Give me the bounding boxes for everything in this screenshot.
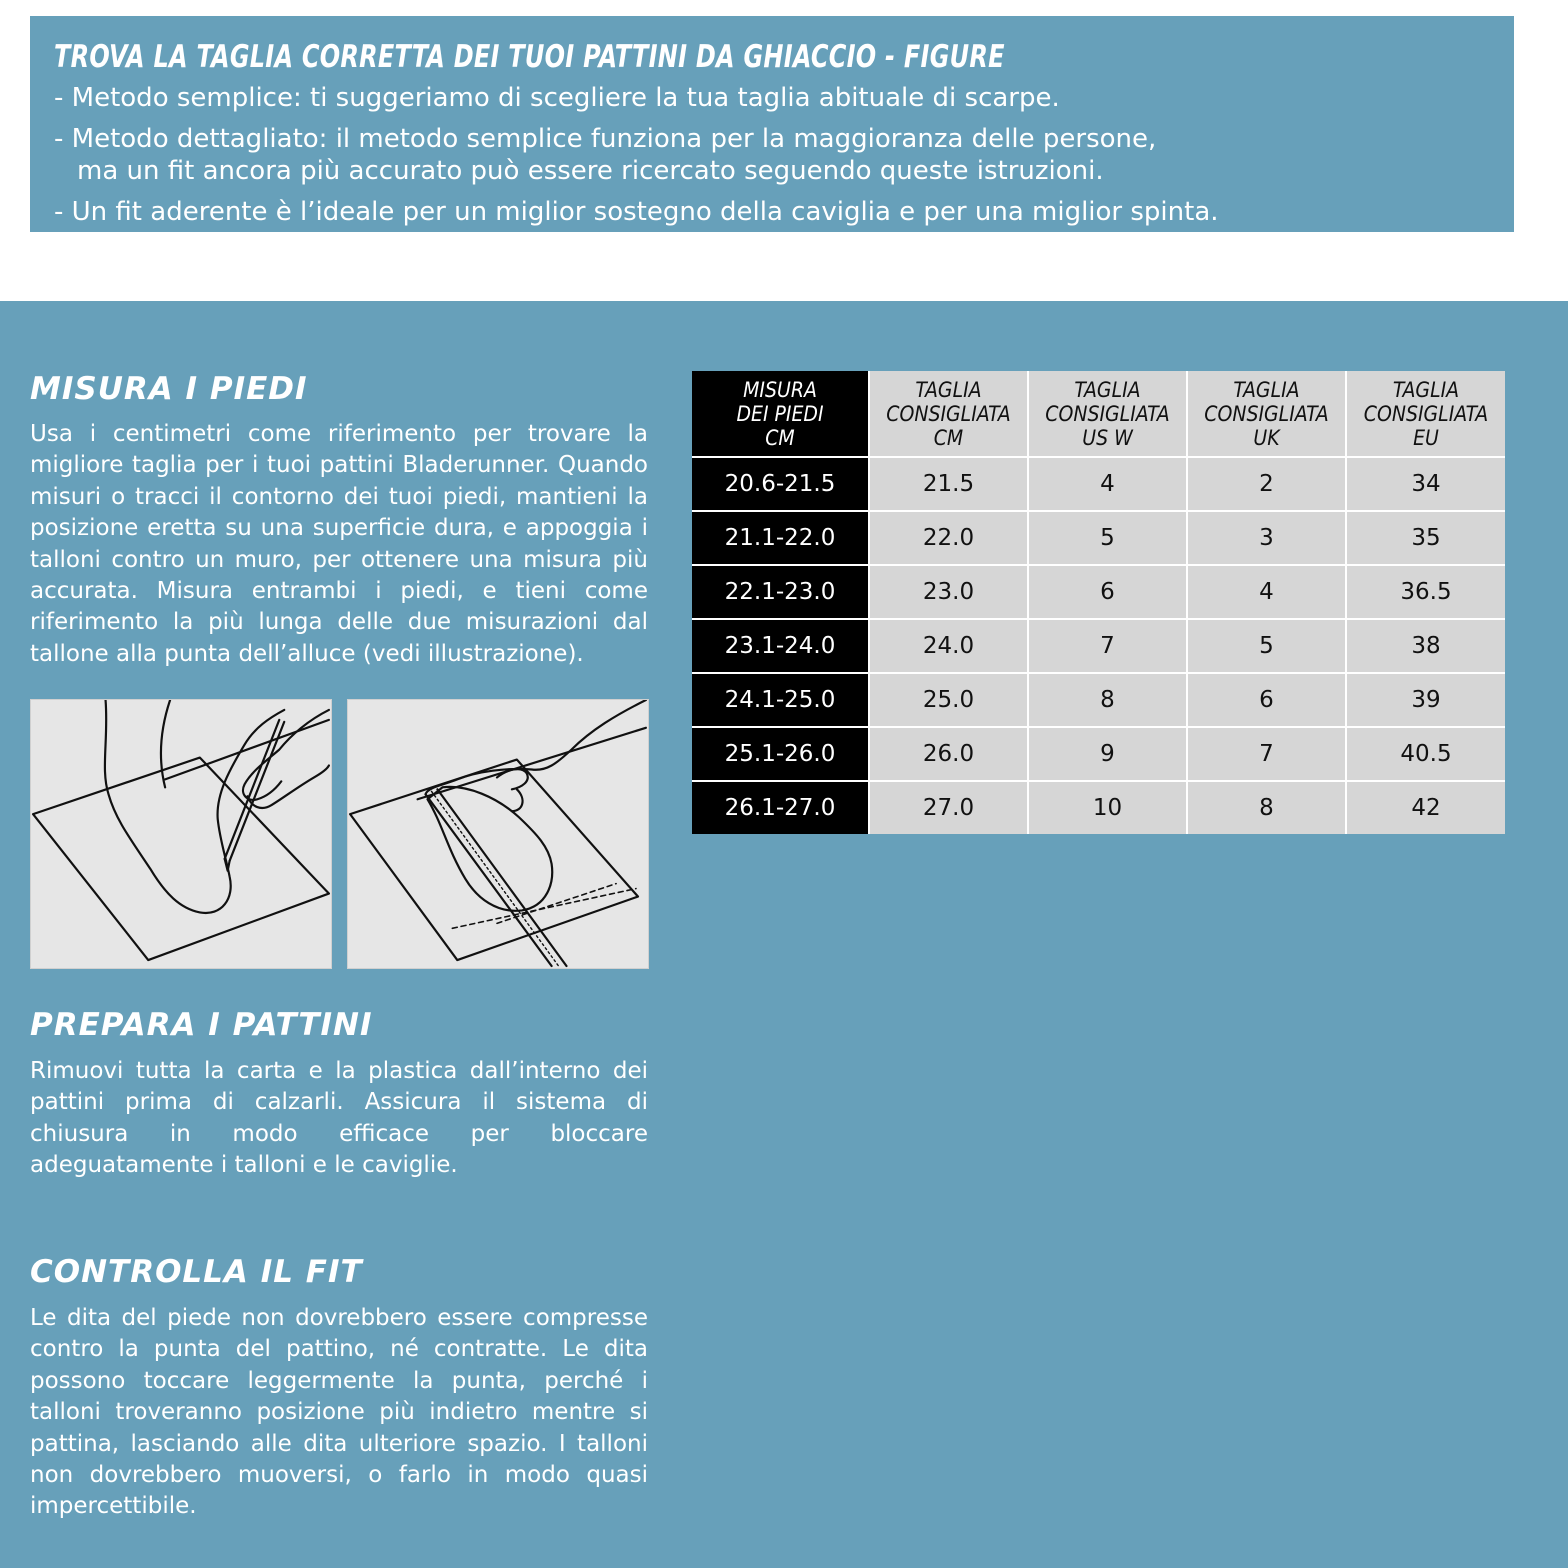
table-cell: 9 (1028, 727, 1187, 781)
header-banner (30, 16, 1514, 232)
table-cell: 4 (1028, 457, 1187, 511)
table-cell: 34 (1346, 457, 1505, 511)
size-chart-table (692, 371, 1505, 834)
table-cell: 23.0 (869, 565, 1028, 619)
table-cell: 26.0 (869, 727, 1028, 781)
tip-snug-fit: - Un fit aderente è l’ideale per un miglior sostegno della caviglia e per una miglior spinta. (54, 196, 1514, 228)
table-cell: 36.5 (1346, 565, 1505, 619)
table-cell: 38 (1346, 619, 1505, 673)
section-text-fit: Le dita del piede non dovrebbero essere compresse contro la punta del pattino, né contratte. Le dita possono toccare leggermente la punta, perché i talloni troveranno posizione più indietro mentre si pattina, lasciando alle dita ulteriore spazio. I talloni non dovrebbero muoversi, o farlo in modo quasi impercettibile. (30, 1305, 648, 1520)
foot-measuring-illustration (347, 699, 649, 969)
table-cell: 5 (1187, 619, 1346, 673)
section-text-prepare: Rimuovi tutta la carta e la plastica dall’interno dei pattini prima di calzarli. Assicura il sistema di chiusura in modo efficace per bloccare adeguatamente i talloni e le caviglie. (30, 1058, 648, 1179)
table-row (692, 673, 1505, 727)
section-title-prepare: PREPARA I PATTINI (30, 1007, 373, 1043)
table-cell: 25.0 (869, 673, 1028, 727)
table-cell: 7 (1187, 727, 1346, 781)
table-cell: 25.1-26.0 (692, 727, 869, 781)
main-panel (0, 301, 1568, 1568)
table-cell: 8 (1028, 673, 1187, 727)
table-cell: 24.0 (869, 619, 1028, 673)
table-cell: 8 (1187, 781, 1346, 834)
table-header-row (692, 371, 1505, 457)
table-cell: 7 (1028, 619, 1187, 673)
table-cell: 27.0 (869, 781, 1028, 834)
table-cell: 6 (1187, 673, 1346, 727)
table-cell: 22.1-23.0 (692, 565, 869, 619)
col-header-foot-cm: MISURA DEI PIEDI CM (692, 371, 869, 457)
table-cell: 4 (1187, 565, 1346, 619)
col-header-size-uk: TAGLIA CONSIGLIATA UK (1187, 371, 1346, 457)
table-cell: 40.5 (1346, 727, 1505, 781)
tips-list (54, 82, 1514, 228)
table-row (692, 781, 1505, 834)
table-cell: 5 (1028, 511, 1187, 565)
table-cell: 21.5 (869, 457, 1028, 511)
page-title: TROVA LA TAGLIA CORRETTA DEI TUOI PATTINI DA GHIACCIO - FIGURE (54, 39, 1005, 75)
table-cell: 24.1-25.0 (692, 673, 869, 727)
foot-tracing-illustration (30, 699, 332, 969)
table-row (692, 565, 1505, 619)
section-title-measure: MISURA I PIEDI (30, 371, 308, 407)
table-cell: 3 (1187, 511, 1346, 565)
section-text-measure: Usa i centimetri come riferimento per trovare la migliore taglia per i tuoi pattini Bladerunner. Quando misuri o tracci il contorno dei tuoi piedi, mantieni la posizione eretta su una superficie dura, e appoggia i talloni contro un muro, per ottenere una misura più accurata. Misura entrambi i piedi, e tieni come riferimento la più lunga delle due misurazioni dal tallone alla punta dell’alluce (vedi illustrazione). (30, 421, 648, 667)
table-row (692, 727, 1505, 781)
section-title-fit: CONTROLLA IL FIT (30, 1254, 363, 1290)
table-cell: 2 (1187, 457, 1346, 511)
table-cell: 39 (1346, 673, 1505, 727)
col-header-size-cm: TAGLIA CONSIGLIATA CM (869, 371, 1028, 457)
table-cell: 10 (1028, 781, 1187, 834)
table-cell: 42 (1346, 781, 1505, 834)
table-cell: 23.1-24.0 (692, 619, 869, 673)
table-cell: 6 (1028, 565, 1187, 619)
tip-detailed-method: - Metodo dettagliato: il metodo semplice funziona per la maggioranza delle persone, ma un fit ancora più accurato può essere ricercato seguendo queste istruzioni. (54, 123, 1514, 187)
table-row (692, 619, 1505, 673)
table-cell: 22.0 (869, 511, 1028, 565)
table-cell: 20.6-21.5 (692, 457, 869, 511)
col-header-size-eu: TAGLIA CONSIGLIATA EU (1346, 371, 1505, 457)
col-header-size-usw: TAGLIA CONSIGLIATA US W (1028, 371, 1187, 457)
table-cell: 26.1-27.0 (692, 781, 869, 834)
tip-simple-method: - Metodo semplice: ti suggeriamo di scegliere la tua taglia abituale di scarpe. (54, 82, 1514, 114)
table-cell: 21.1-22.0 (692, 511, 869, 565)
table-row (692, 457, 1505, 511)
table-row (692, 511, 1505, 565)
table-cell: 35 (1346, 511, 1505, 565)
